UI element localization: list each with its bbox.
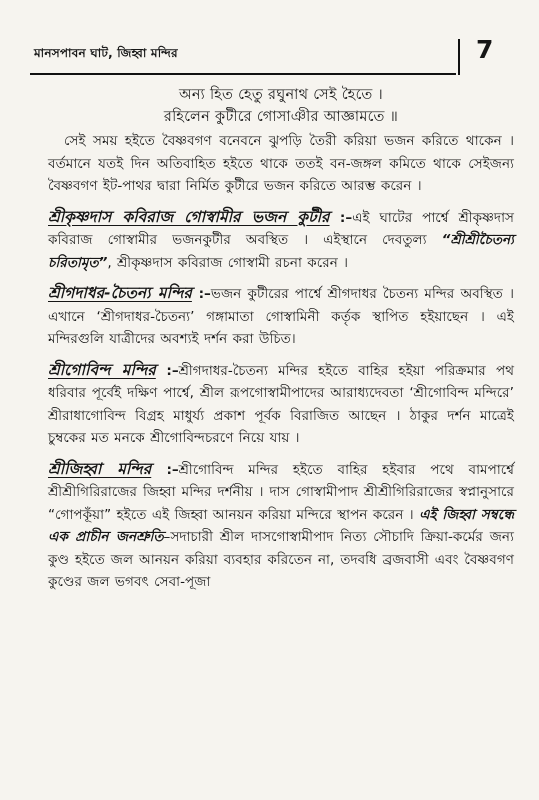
header-rule [30,73,456,75]
section-gadadhar-chaitanya [48,282,514,351]
legend-note: এই জিহ্বা সম্বন্ধে এক প্রাচীন জনশ্রুতি [48,506,515,545]
section-krishnadas-kutir [48,206,514,275]
section-text: শ্রীগদাধর-চৈতন্য মন্দির হইতে বাহির হইয়া পরিক্রমার পথ ধরিবার পূর্বেই দক্ষিণ পার্শ্বে, শ্রীল রূপগোস্বামীপাদের আরাধ্যদেবতা ‘শ্রীগোবিন্দ মন্দিরে’ শ্রীরাধাগোবিন্দ বিগ্রহ মাধুর্য্য প্রকাশ পূর্বক বিরাজিত আছেন । ঠাকুর দর্শন মাত্রেই চুম্বকের মত মনকে শ্রীগোবিন্দচরণে নিয়ে যায় । [48,362,514,446]
section-text: , শ্রীকৃষ্ণদাস কবিরাজ গোস্বামী রচনা করেন । [107,254,348,271]
verse-line-2: রহিলেন কুটীরে গোসাঞীর আজ্ঞামতে ॥ [163,109,399,125]
heading-separator: :– [329,209,353,226]
running-header [30,36,510,72]
section-heading: শ্রীজিহ্বা মন্দির [48,459,152,478]
section-heading: শ্রীগদাধর-চৈতন্য মন্দির [48,284,192,302]
page-body [48,84,514,602]
section-jihva-mandir [48,458,514,594]
verse-line-1: অন্য হিত হেতু রঘুনাথ সেই হৈতে । [179,87,383,103]
running-title: মানসপাবন ঘাট, জিহ্বা মন্দির [34,46,178,60]
section-text: শ্রীগোবিন্দ মন্দির হইতে বাহির হইবার পথে বামপার্শ্বে শ্রীশ্রীগিরিরাজের জিহ্বা মন্দির দর্শনীয় । দাস গোস্বামীপাদ শ্রীশ্রীগিরিরাজের স্বপ্নানুসারে “গোপকূঁয়া” হইতে এই জিহ্বা আনয়ন করিয়া মন্দিরে স্থাপন করেন । [48,461,514,523]
section-govinda-mandir [48,359,514,450]
section-text: –সদাচারী শ্রীল দাসগোস্বামীপাদ নিত্য সৌচাদি ক্রিয়া-কর্মের জন্য কুণ্ড হইতে জল আনয়ন করিয়া ব্যবহার করিতেন না, তদবধি ব্রজবাসী এবং বৈষ্ণবগণ কুণ্ডের জল ভগবৎ সেবা-পূজা [48,529,514,590]
heading-separator: :– [151,461,179,478]
heading-separator: :– [155,362,179,379]
intro-paragraph [48,130,514,198]
header-divider [458,39,460,75]
section-heading: শ্রীকৃষ্ণদাস কবিরাজ গোস্বামীর ভজন কুটীর [48,207,330,226]
page-number: 7 [476,35,494,64]
heading-separator: :– [191,286,211,302]
section-text: ভজন কুটীরের পার্শ্বে শ্রীগদাধর চৈতন্য মন্দির অবস্থিত । এখানে ‘শ্রীগদাধর-চৈতন্য’ গঙ্গামাতা গোস্বামিনী কর্তৃক স্থাপিত হইয়াছেন । এই মন্দিরগুলি যাত্রীদের অবশ্যই দর্শন করা উচিত। [48,286,514,347]
book-title: “শ্রীশ্রীচৈতন্য চরিতামৃত” [48,232,514,271]
section-text: এই ঘাটের পার্শ্বে শ্রীকৃষ্ণদাস কবিরাজ গোস্বামীর ভজনকুটীর অবস্থিত । এইস্থানে দেবতুল্য [48,209,514,248]
intro-text: সেই সময় হইতে বৈষ্ণবগণ বনেবনে ঝুপড়ি তৈরী করিয়া ভজন করিতে থাকেন । বর্তমানে যতই দিন অতিবাহিত হইতে থাকে ততই বন-জঙ্গল কমিতে থাকে সেইজন্য বৈষ্ণবগণ ইট-পাথর দ্বারা নির্মিত কুটীরে ভজন করিতে আরম্ভ করেন । [48,133,514,194]
section-heading: শ্রীগোবিন্দ মন্দির [48,360,156,379]
